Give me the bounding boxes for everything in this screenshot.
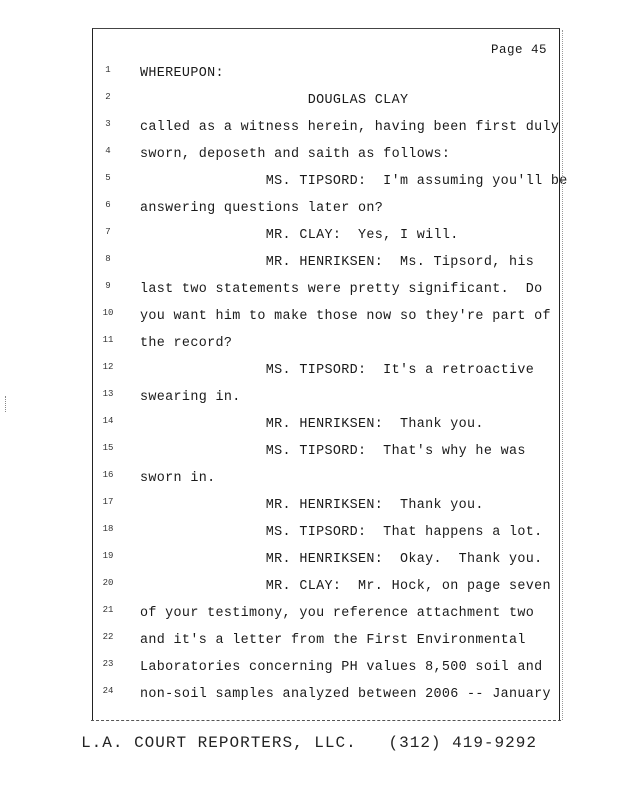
transcript-line [93,604,559,624]
transcript-line [93,91,559,111]
line-number: 11 [102,335,114,345]
line-text: MR. HENRIKSEN: Thank you. [140,417,484,432]
line-text: MR. CLAY: Yes, I will. [140,228,459,243]
line-number: 8 [105,254,111,264]
line-number: 9 [105,281,111,291]
line-number: 13 [102,389,114,399]
line-number: 24 [102,686,114,696]
transcript-line [93,118,559,138]
line-number: 6 [105,200,111,210]
transcript-line [93,415,559,435]
transcript-line [93,388,559,408]
line-text: MS. TIPSORD: That happens a lot. [140,525,543,540]
line-number: 2 [105,92,111,102]
line-text: MR. HENRIKSEN: Okay. Thank you. [140,552,543,567]
line-text: non-soil samples analyzed between 2006 -- January [140,687,551,702]
transcript-page [92,28,568,721]
transcript-line [93,226,559,246]
line-text: sworn in. [140,471,216,486]
scan-edge-mark [562,30,564,720]
line-number: 10 [102,308,114,318]
line-text: MR. CLAY: Mr. Hock, on page seven [140,579,551,594]
transcript-line [93,577,559,597]
line-number: 15 [102,443,114,453]
transcript-line [93,658,559,678]
transcript-line [93,307,559,327]
transcript-line [93,172,568,192]
line-text: last two statements were pretty significant. Do [140,282,543,297]
transcript-line [93,685,559,705]
line-text: called as a witness herein, having been first duly [140,120,560,135]
transcript-line [93,145,559,165]
line-text: MR. HENRIKSEN: Thank you. [140,498,484,513]
page-number: Page 45 [490,43,547,57]
transcript-line [93,361,559,381]
line-number: 5 [105,173,111,183]
line-text: MS. TIPSORD: It's a retroactive [140,363,535,378]
transcript-line [93,253,559,273]
transcript-line [93,199,559,219]
line-number: 22 [102,632,114,642]
line-number: 7 [105,227,111,237]
transcript-line [93,550,559,570]
scan-margin-mark [5,396,14,412]
line-text: MS. TIPSORD: That's why he was [140,444,526,459]
transcript-line [93,280,559,300]
line-number: 20 [102,578,114,588]
line-text: MR. HENRIKSEN: Ms. Tipsord, his [140,255,535,270]
line-number: 16 [102,470,114,480]
line-number: 23 [102,659,114,669]
transcript-line [93,64,559,84]
line-text: DOUGLAS CLAY [140,93,409,108]
line-text: answering questions later on? [140,201,384,216]
line-number: 17 [102,497,114,507]
transcript-line [93,469,559,489]
line-number: 1 [105,65,111,75]
line-number: 4 [105,146,111,156]
line-text: WHEREUPON: [140,66,224,81]
transcript-line [93,334,559,354]
transcript-line [93,631,559,651]
line-number: 18 [102,524,114,534]
court-reporter-footer: L.A. COURT REPORTERS, LLC. (312) 419-9292 [81,734,537,752]
line-number: 12 [102,362,114,372]
line-number: 3 [105,119,111,129]
line-text: the record? [140,336,233,351]
line-number: 19 [102,551,114,561]
line-text: and it's a letter from the First Environmental [140,633,526,648]
line-number: 14 [102,416,114,426]
line-text: sworn, deposeth and saith as follows: [140,147,451,162]
transcript-line [93,496,559,516]
line-number: 21 [102,605,114,615]
transcript-line [93,523,559,543]
line-text: you want him to make those now so they're part of [140,309,551,324]
line-text: MS. TIPSORD: I'm assuming you'll be [140,174,568,189]
line-text: of your testimony, you reference attachment two [140,606,535,621]
line-text: Laboratories concerning PH values 8,500 soil and [140,660,543,675]
transcript-line [93,442,559,462]
line-text: swearing in. [140,390,241,405]
